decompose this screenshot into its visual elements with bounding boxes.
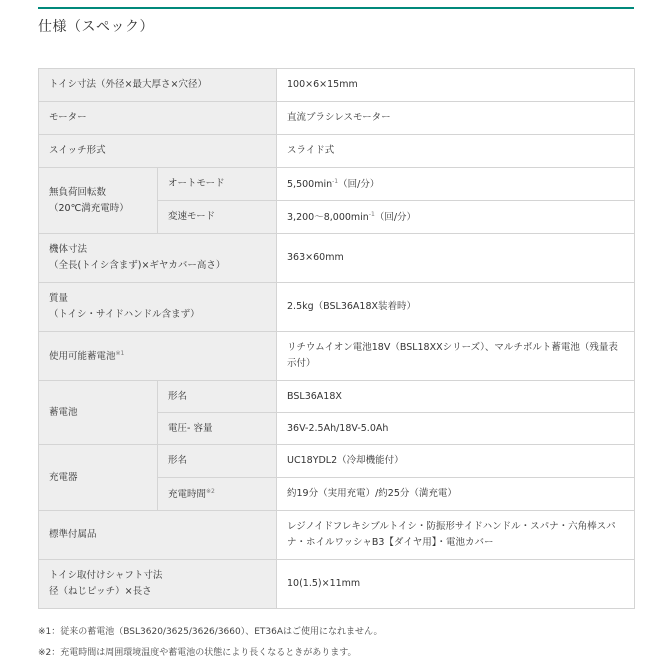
rpm-auto-unit: （回/分） [338,179,380,191]
spec-sublabel-variable-mode: 変速モード [158,201,277,234]
table-row [39,234,635,283]
spec-sublabel-battery-voltage: 電圧- 容量 [158,413,277,445]
rpm-auto-number: 5,500min [287,179,333,191]
table-row [39,135,635,168]
usable-battery-text: 使用可能蓄電池 [49,351,116,363]
spec-table [38,68,635,609]
spec-label-toishi: トイシ寸法（外径×最大厚さ×穴径） [39,69,277,102]
spec-value-shaft: 10(1.5)×11mm [277,560,635,609]
spec-sublabel-auto-mode: オートモード [158,168,277,201]
spec-value-switch: スライド式 [277,135,635,168]
spec-label-rpm: 無負荷回転数 （20℃満充電時） [39,168,158,234]
top-accent-bar [38,7,634,9]
table-row [39,102,635,135]
table-row [39,283,635,332]
rpm-variable-superscript: -1 [368,211,375,219]
spec-label-shaft: トイシ取付けシャフト寸法 径（ねじピッチ）×長さ [39,560,277,609]
spec-value-motor: 直流ブラシレスモーター [277,102,635,135]
spec-value-charge-time: 約19分（実用充電）/約25分（満充電） [277,478,635,511]
spec-label-size: 機体寸法 （全長(トイシ含まず)×ギヤカバー高さ） [39,234,277,283]
spec-value-usable-battery: リチウムイオン電池18V（BSL18XXシリーズ）、マルチボルト蓄電池（残量表示付） [277,332,635,381]
spec-label-mass: 質量 （トイシ・サイドハンドル含まず） [39,283,277,332]
spec-label-switch: スイッチ形式 [39,135,277,168]
spec-label-usable-battery [39,332,277,381]
footnote-1: ※1：従来の蓄電池（BSL3620/3625/3626/3660）、ET36Aはご使用になれません。 [38,627,383,637]
footnote-2: ※2：充電時間は周囲環境温度や蓄電池の状態により長くなるときがあります。 [38,648,357,658]
spec-sublabel-charge-time [158,478,277,511]
charge-time-note-mark: ※2 [206,488,215,496]
usable-battery-note-mark: ※1 [115,350,125,358]
spec-value-mass: 2.5kg（BSL36A18X装着時） [277,283,635,332]
spec-value-toishi: 100×6×15mm [277,69,635,102]
page-title: 仕様（スペック） [38,19,154,35]
table-row [39,511,635,560]
spec-value-charger-model: UC18YDL2（冷却機能付） [277,445,635,478]
spec-value-battery-voltage: 36V-2.5Ah/18V-5.0Ah [277,413,635,445]
spec-sublabel-battery-model: 形名 [158,381,277,413]
spec-value-battery-model: BSL36A18X [277,381,635,413]
rpm-variable-unit: （回/分） [374,212,417,224]
spec-label-accessories: 標準付属品 [39,511,277,560]
table-row [39,381,635,413]
spec-value-rpm-variable [277,201,635,234]
spec-value-accessories: レジノイドフレキシブルトイシ・防振形サイドハンドル・スパナ・六角棒スパナ・ホイルワッシャB3【ダイヤ用】・電池カバー [277,511,635,560]
table-row [39,332,635,381]
spec-sublabel-charger-model: 形名 [158,445,277,478]
table-row [39,168,635,201]
charge-time-text: 充電時間 [168,489,207,501]
table-row [39,560,635,609]
rpm-variable-number: 3,200～8,000min [287,212,369,224]
table-row [39,445,635,478]
spec-value-size: 363×60mm [277,234,635,283]
spec-label-battery: 蓄電池 [39,381,158,445]
spec-value-rpm-auto [277,168,635,201]
table-row [39,69,635,102]
spec-label-charger: 充電器 [39,445,158,511]
rpm-auto-superscript: -1 [332,178,339,186]
spec-label-motor: モーター [39,102,277,135]
